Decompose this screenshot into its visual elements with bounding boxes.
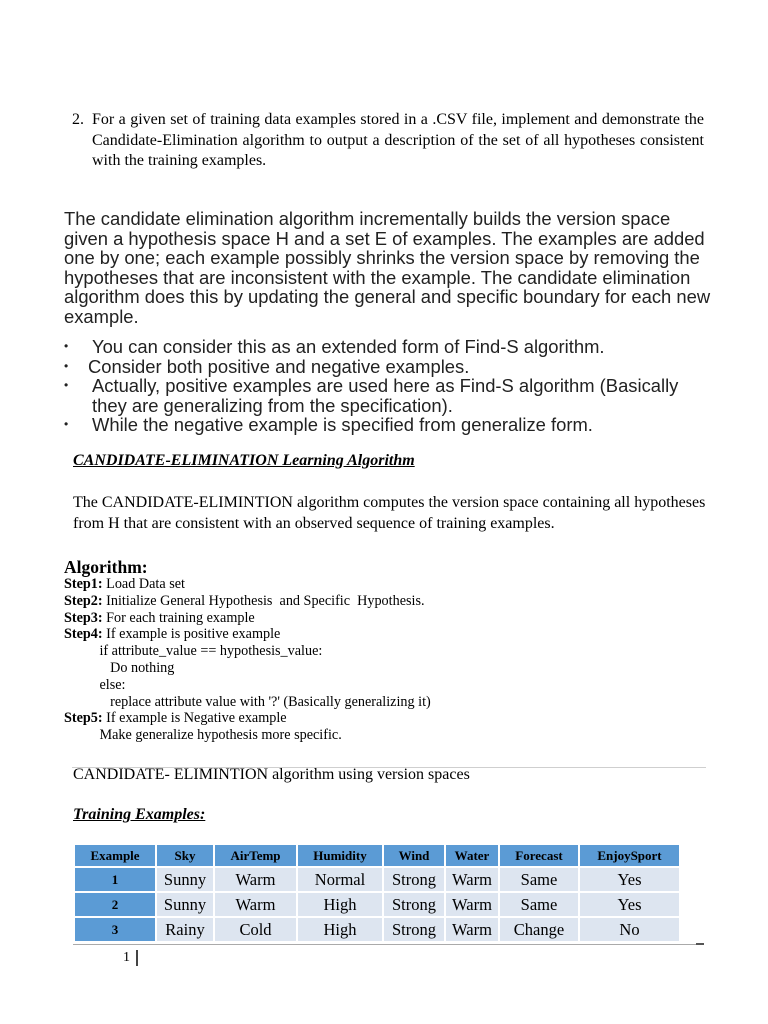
column-header: Forecast [500, 845, 578, 866]
algorithm-line: Step4: If example is positive example [64, 626, 281, 643]
list-item: • While the negative example is specified from generalize form. [64, 414, 593, 436]
intro-paragraph: The candidate elimination algorithm incrementally builds the version space given a hypothesis space H and a set E of examples. The examples are added one by one; each example possibly shrinks the version space by removing the hypotheses that are inconsistent with the example. The candidate elimination algorithm does this by updating the general and specific boundary for each new example. [64, 208, 711, 327]
section-paragraph: The CANDIDATE-ELIMINTION algorithm computes the version space containing all hypotheses from H that are consistent with an observed sequence of training examples. [73, 494, 706, 532]
page-number-bar [136, 950, 138, 966]
bullet-icon: • [64, 378, 69, 393]
question-number: 2. [72, 111, 84, 128]
algorithm-line: Make generalize hypothesis more specific. [64, 727, 342, 744]
page-number: 1 [123, 950, 130, 965]
table-row: 3 Rainy Cold High Strong Warm Change No [75, 918, 679, 941]
algorithm-line: Do nothing [64, 659, 175, 676]
algorithm-line: replace attribute value with '?' (Basically generalizing it) [64, 693, 431, 710]
list-item: • Consider both positive and negative examples. [64, 355, 470, 377]
column-header: AirTemp [215, 845, 296, 866]
bullet-icon: • [64, 417, 69, 432]
bullet-list [64, 337, 704, 435]
column-header: Sky [157, 845, 213, 866]
column-header: Water [446, 845, 498, 866]
list-item: • Actually, positive examples are used here as Find-S algorithm (Basically they are generalizing from the specification). [64, 375, 679, 416]
bullet-icon: • [64, 358, 69, 373]
algorithm-line: if attribute_value == hypothesis_value: [64, 643, 323, 660]
question-text: For a given set of training data examples stored in a .CSV file, implement and demonstrate the Candidate-Elimination algorithm to output a description of the set of all hypotheses consistent with the training examples. [92, 111, 704, 169]
column-header: Wind [384, 845, 444, 866]
algorithm-line: else: [64, 676, 126, 693]
table-row: 1 Sunny Warm Normal Strong Warm Same Yes [75, 868, 679, 891]
table-end-mark [696, 943, 704, 945]
column-header: Example [75, 845, 155, 866]
table-header-row [75, 845, 679, 866]
table-row: 2 Sunny Warm High Strong Warm Same Yes [75, 893, 679, 916]
column-header: Humidity [298, 845, 382, 866]
training-table [73, 843, 681, 943]
training-heading: Training Examples: [73, 806, 206, 823]
list-item: • You can consider this as an extended form of Find-S algorithm. [64, 336, 605, 357]
table-bottom-rule [73, 944, 704, 945]
algorithm-steps [64, 576, 431, 744]
algorithm-line: Step2: Initialize General Hypothesis and Specific Hypothesis. [64, 592, 425, 609]
section-heading: CANDIDATE-ELIMINATION Learning Algorithm [73, 452, 415, 469]
bullet-icon: • [64, 339, 69, 353]
algorithm-line: Step1: Load Data set [64, 576, 185, 592]
question-item [72, 110, 704, 172]
version-space-heading: CANDIDATE- ELIMINTION algorithm using version spaces [73, 766, 470, 783]
algorithm-line: Step5: If example is Negative example [64, 710, 287, 727]
algorithm-line: Step3: For each training example [64, 609, 255, 626]
algorithm-title: Algorithm: [64, 557, 148, 577]
column-header: EnjoySport [580, 845, 679, 866]
